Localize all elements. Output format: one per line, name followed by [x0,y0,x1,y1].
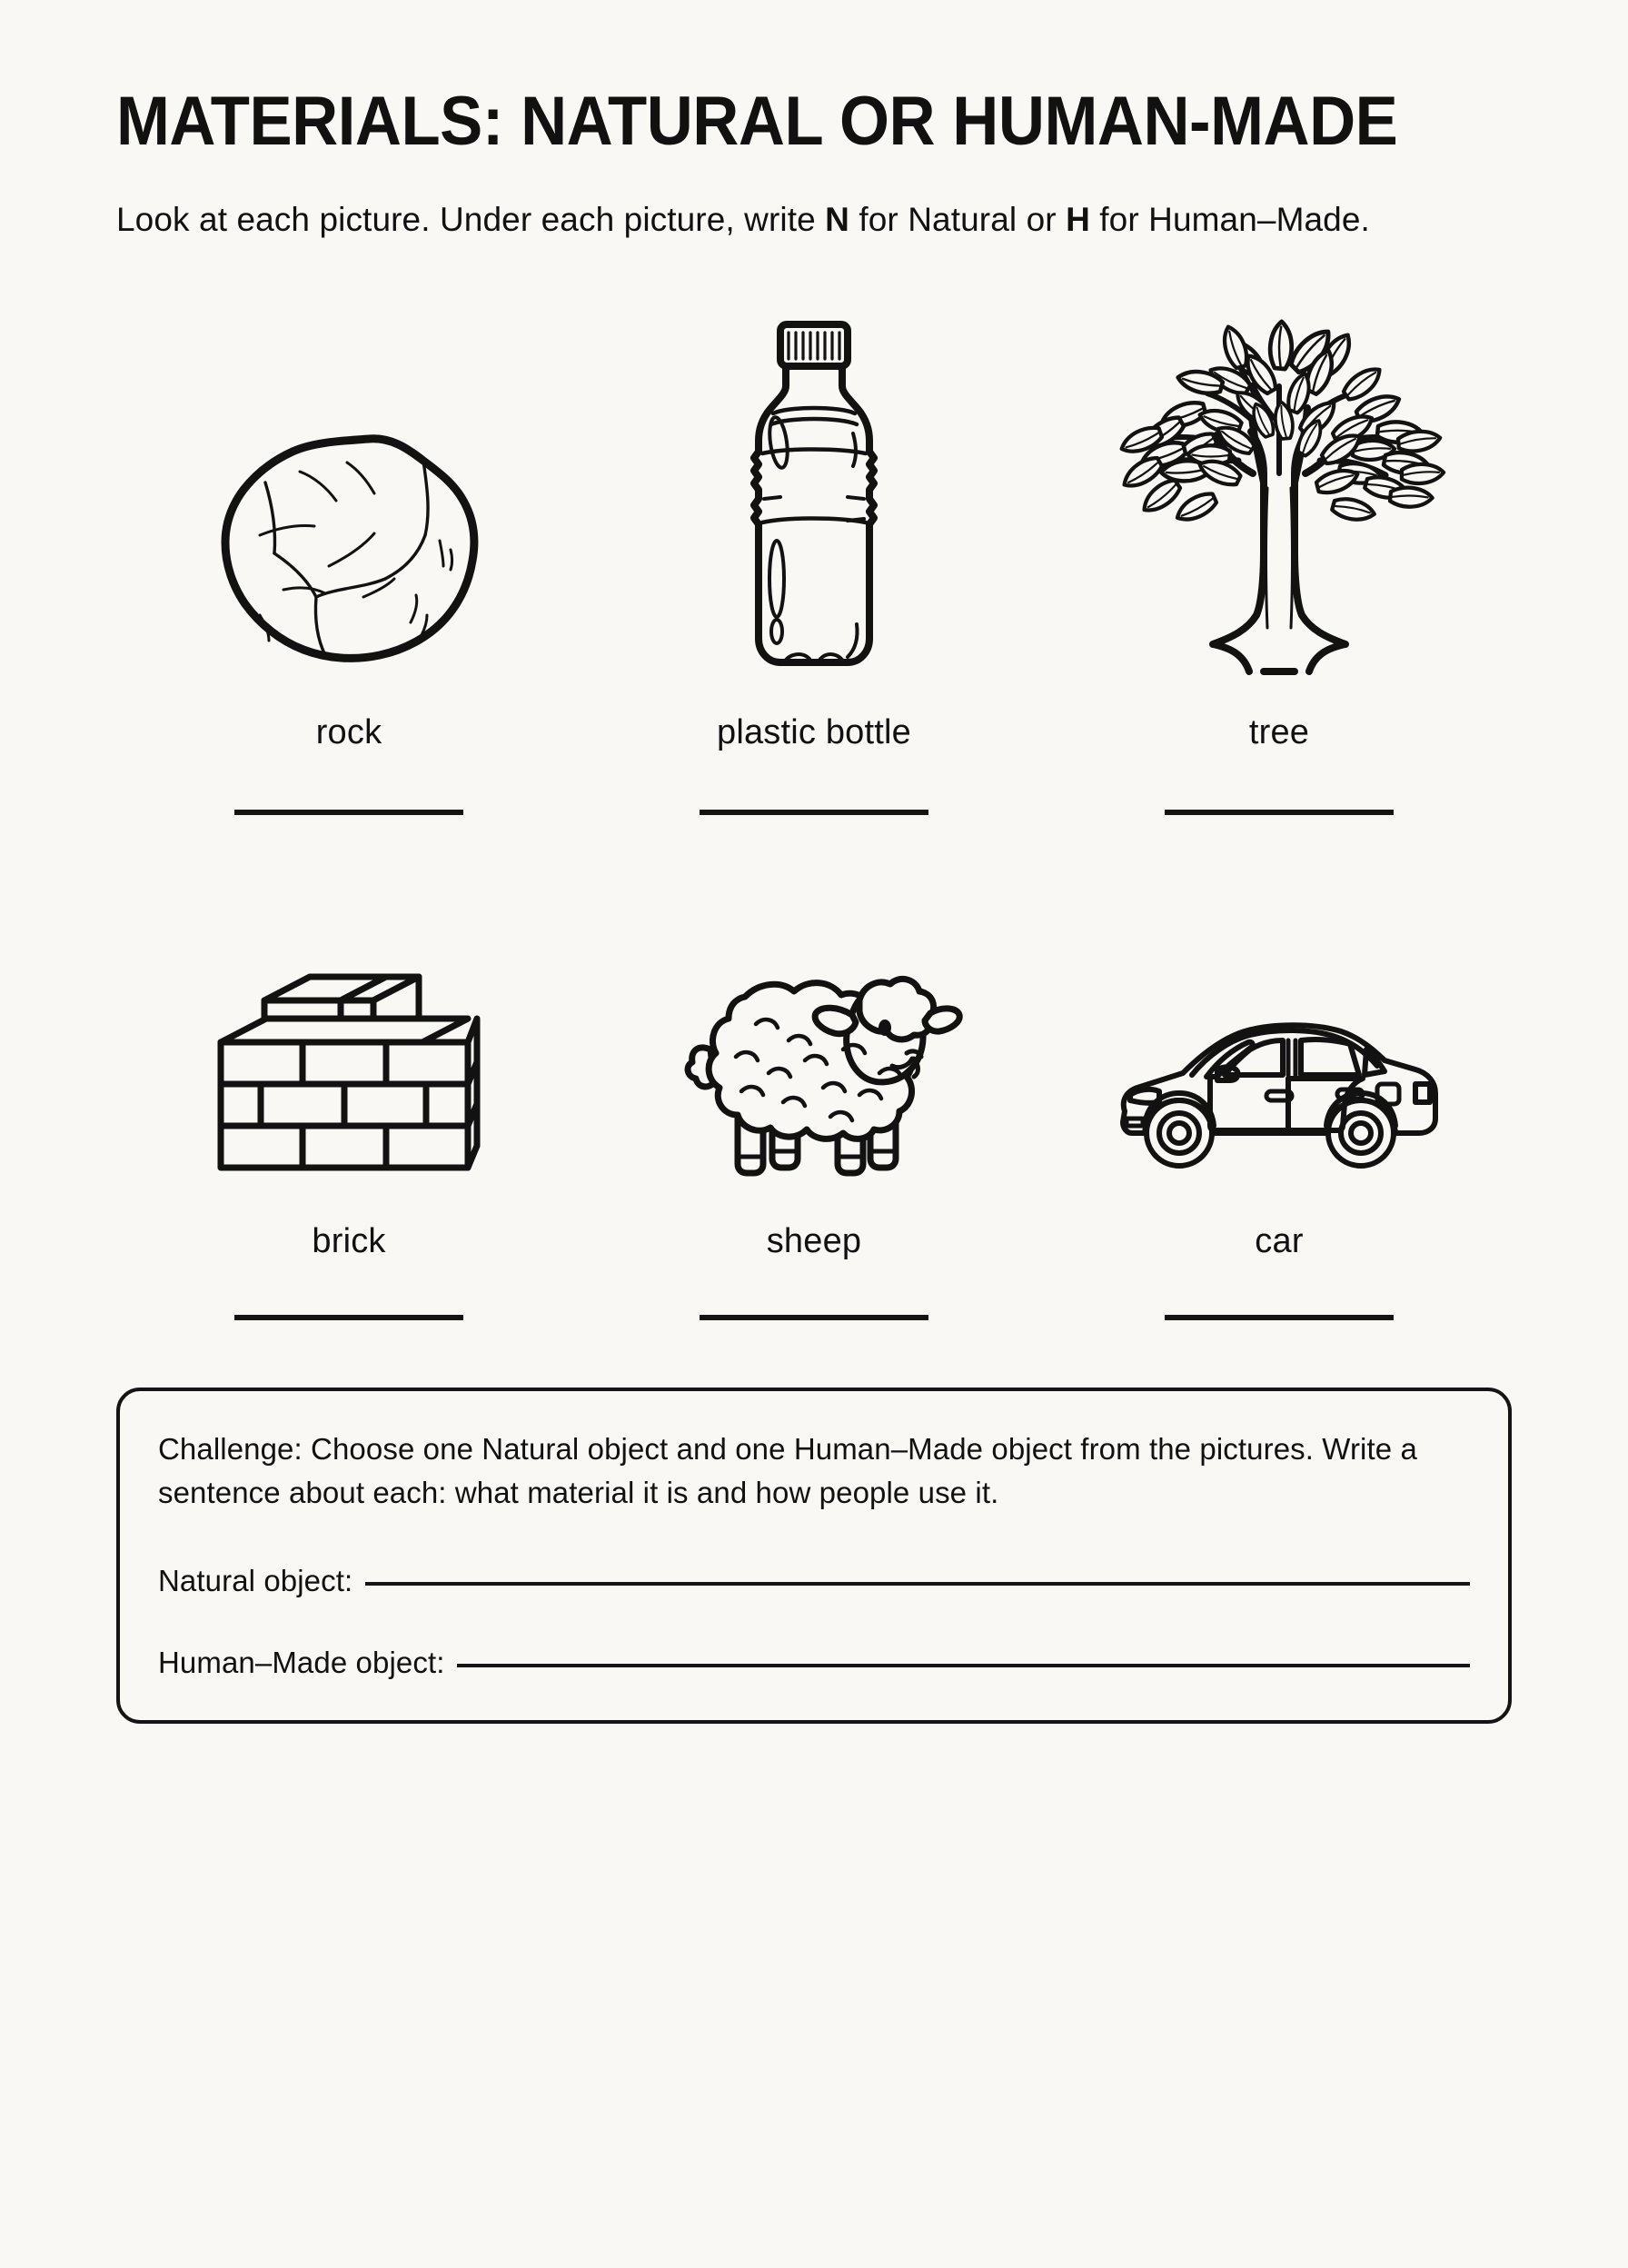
car-icon [1116,1013,1443,1186]
worksheet-page [0,83,1628,2268]
item-cell-brick [116,868,581,1320]
human-made-object-row [158,1646,1470,1680]
natural-object-input[interactable] [365,1582,1470,1586]
answer-line-rock[interactable] [234,810,463,815]
item-cell-sheep [581,868,1047,1320]
page-title: MATERIALS: NATURAL OR HUMAN-MADE [116,83,1398,160]
instructions-text [116,196,1506,244]
challenge-prompt-text: Challenge: Choose one Natural object and one Human–Made object from the pictures. Write a sentence about each: what material it is and how people use it. [158,1431,1417,1509]
instructions-bold-n: N [825,201,849,238]
tree-illustration [1129,292,1429,673]
brick-wall-illustration [208,868,490,1186]
item-label-car: car [1255,1221,1304,1260]
human-made-object-input[interactable] [457,1664,1470,1667]
rock-illustration [213,292,485,673]
answer-line-tree[interactable] [1165,810,1394,815]
plastic-bottle-icon [737,319,891,673]
car-illustration [1116,868,1443,1186]
instructions-bold-h: H [1066,201,1090,238]
rock-icon [213,428,485,673]
human-made-object-label: Human–Made object: [158,1645,445,1679]
instructions-part-1: Look at each picture. Under each picture, write [116,201,826,238]
answer-line-sheep[interactable] [700,1315,928,1320]
instructions-part-2: for Natural or [849,201,1067,238]
item-cell-tree [1047,292,1512,815]
item-label-tree: tree [1248,712,1310,751]
challenge-box [116,1388,1512,1724]
item-row-2 [116,868,1512,1320]
item-label-sheep: sheep [766,1221,862,1260]
item-label-rock: rock [315,712,382,751]
sheep-icon [678,950,950,1186]
instructions-part-3: for Human–Made. [1089,201,1370,238]
item-cell-rock [116,292,581,815]
item-cell-plastic-bottle [581,292,1047,815]
item-label-brick: brick [312,1221,386,1260]
plastic-bottle-illustration [737,292,891,673]
answer-line-plastic-bottle[interactable] [700,810,928,815]
natural-object-row [158,1564,1470,1598]
answer-line-brick[interactable] [234,1315,463,1320]
item-cell-car [1047,868,1512,1320]
sheep-illustration [678,868,950,1186]
answer-line-car[interactable] [1165,1315,1394,1320]
item-label-plastic-bottle: plastic bottle [716,712,912,751]
tree-icon [1129,337,1429,673]
brick-wall-icon [208,968,490,1186]
item-row-1 [116,292,1512,815]
natural-object-label: Natural object: [158,1563,353,1597]
